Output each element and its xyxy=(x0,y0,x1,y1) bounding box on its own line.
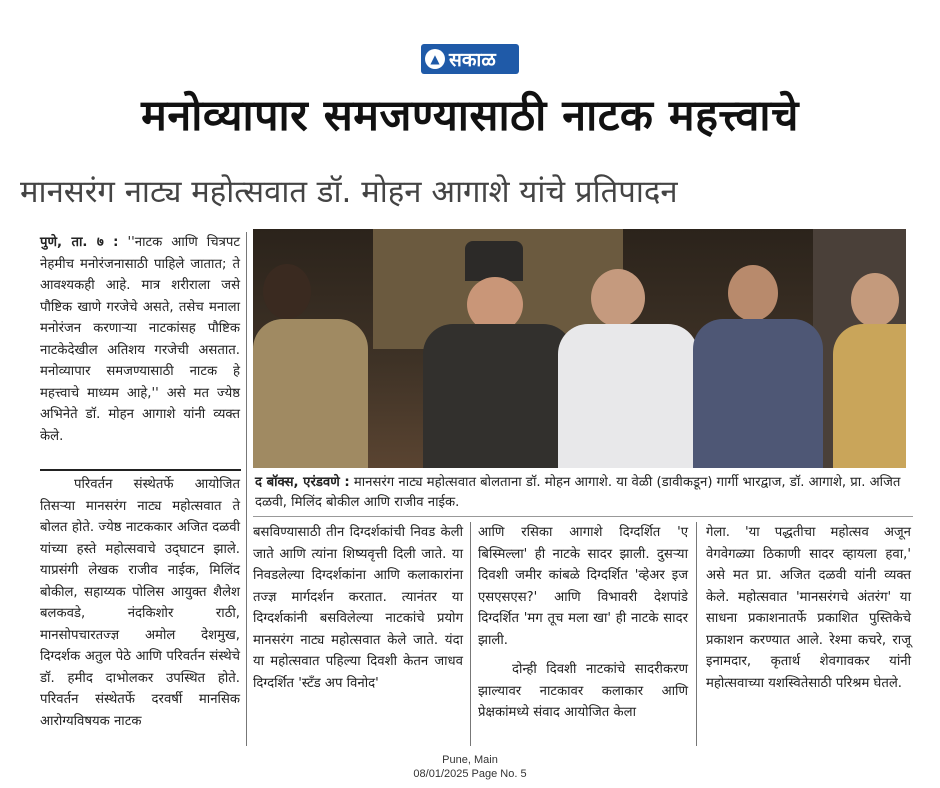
paragraph xyxy=(40,232,240,447)
person-body xyxy=(693,319,823,468)
logo-text: सकाळ xyxy=(449,49,496,71)
paragraph-text: आणि रसिका आगाशे दिग्दर्शित 'ए बिस्मिल्ला' ही नाटके सादर झाली. दुसऱ्या दिवशी जमीर कांबळे दिग्दर्शित 'व्हेअर इज एसएसएस?' आणि विभावरी देशपांडे दिग्दर्शित 'मग तूच मला खा' ही नाटके सादर झाली. xyxy=(478,525,688,648)
person-body xyxy=(833,324,906,468)
subheadline: मानसरंग नाट्य महोत्सवात डॉ. मोहन आगाशे यांचे प्रतिपादन xyxy=(20,174,678,210)
person-head xyxy=(728,265,778,321)
logo-emblem-icon: ▲ xyxy=(425,49,445,69)
person-head xyxy=(591,269,645,327)
caption-divider xyxy=(253,516,913,517)
column-4 xyxy=(706,522,911,694)
newspaper-logo xyxy=(421,44,519,74)
event-photo xyxy=(253,229,906,468)
column-divider xyxy=(246,232,247,746)
photo-caption-text: मानसरंग नाट्य महोत्सवात बोलताना डॉ. मोहन आगाशे. या वेळी (डावीकडून) गार्गी भारद्वाज, डॉ. आगाशे, प्रा. अजित दळवी, मिलिंद बोकील आणि राजीव नाईक. xyxy=(255,475,901,510)
photo-caption xyxy=(255,473,910,513)
person-body xyxy=(253,319,368,468)
column-divider xyxy=(40,469,241,471)
edition-label: Pune, Main xyxy=(442,754,498,766)
paragraph-text: ''नाटक आणि चित्रपट नेहमीच मनोरंजनासाठी पाहिले जातात; ते आवश्यकही आहे. मात्र शरीराला जसे पौष्टिक खाणे गरजेचे असते, तसेच मनाला मनोरंजन करणाऱ्या नाटकांसह पौष्टिक नाटकेदेखील अतिशय गरजेची असतात. मनोव्यापार समजण्यासाठी नाटक हे महत्त्वाचे माध्यम आहे,'' असे मत ज्येष्ठ अभिनेते डॉ. मोहन आगाशे यांनी व्यक्त केले. xyxy=(40,235,240,444)
person-body xyxy=(423,324,573,468)
column-divider xyxy=(470,522,471,746)
person-body xyxy=(558,324,698,468)
person-cap xyxy=(465,241,523,281)
column-2 xyxy=(253,522,463,694)
paragraph-text: बसविण्यासाठी तीन दिग्दर्शकांची निवड केली जाते आणि त्यांना शिष्यवृत्ती दिली जाते. या निवडलेल्या दिग्दर्शकांना आणि कलाकारांना तज्ज्ञ मार्गदर्शन करतात. त्यानंतर या दिग्दर्शकांनी बसविलेल्या नाटकांचे प्रयोग मानसरंग नाट्य महोत्सवात केले जाते. यंदा या महोत्सवात पहिल्या दिवशी केतन जाधव दिग्दर्शित 'स्टँड अप विनोद' xyxy=(253,525,463,691)
headline: मनोव्यापार समजण्यासाठी नाटक महत्त्वाचे xyxy=(141,91,799,141)
column-1 xyxy=(40,232,240,447)
column-divider xyxy=(696,522,697,746)
photo-credit: द बॉक्स, एरंडवणे : xyxy=(255,475,350,490)
dateline: पुणे, ता. ७ : xyxy=(40,235,119,250)
person-head xyxy=(263,264,311,319)
paragraph-text: गेला. 'या पद्धतीचा महोत्सव अजून वेगवेगळ्या ठिकाणी सादर व्हायला हवा,' असे मत प्रा. अजित दळवी यांनी व्यक्त केले. महोत्सवात 'मानसरंगचे अंतरंग' या साधना प्रकाशनातर्फे प्रकाशित पुस्तिकेचे प्रकाशन करण्यात आले. रेश्मा कचरे, राजू इनामदार, कृतार्थ शेवगावकर यांनी महोत्सवाच्या यशस्वितेसाठी परिश्रम घेतले. xyxy=(706,525,911,691)
person-head xyxy=(851,273,899,327)
column-3 xyxy=(478,522,688,724)
date-page-label: 08/01/2025 Page No. 5 xyxy=(413,768,527,780)
paragraph-text: दोन्ही दिवशी नाटकांचे सादरीकरण झाल्यावर नाटकावर कलाकार आणि प्रेक्षकांमध्ये संवाद आयोजित केला xyxy=(478,662,688,720)
paragraph-text: परिवर्तन संस्थेतर्फे आयोजित तिसऱ्या मानसरंग नाट्य महोत्सवात ते बोलत होते. ज्येष्ठ नाटककार अजित दळवी यांच्या हस्ते महोत्सवाचे उद्‍घाटन झाले. याप्रसंगी लेखक राजीव नाईक, मिलिंद बोकील, सहाय्यक पोलिस आयुक्त शैलेश बलकवडे, नंदकिशोर राठी, मानसोपचारतज्ज्ञ अमोल देशमुख, दिग्दर्शक अतुल पेठे आणि परिवर्तन संस्थेचे डॉ. हमीद दाभोलकर उपस्थित होते. परिवर्तन संस्थेतर्फे दरवर्षी मानसिक आरोग्यविषयक नाटक xyxy=(40,477,240,729)
column-1-continued xyxy=(40,474,240,732)
